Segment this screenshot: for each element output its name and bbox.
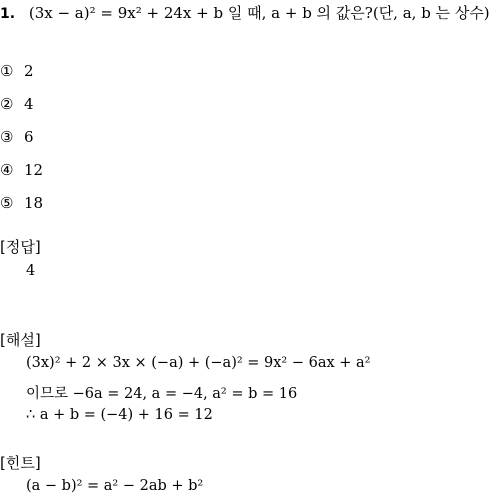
choice-1-mark: ① xyxy=(0,62,14,80)
choice-4-value: 12 xyxy=(24,161,44,179)
question-stem: (3x − a)² = 9x² + 24x + b 일 때, a + b 의 값은?(단, a, b 는 상수) xyxy=(28,4,490,22)
explanation-line-3: ∴ a + b = (−4) + 16 = 12 xyxy=(26,407,213,423)
choice-5-mark: ⑤ xyxy=(0,194,14,212)
explanation-line-2: 이므로 −6a = 24, a = −4, a² = b = 16 xyxy=(26,386,298,402)
hint-line-1: (a − b)² = a² − 2ab + b² xyxy=(26,478,204,494)
choice-1-value: 2 xyxy=(24,62,34,80)
choice-1[interactable] xyxy=(0,62,34,80)
hint-label: [힌트] xyxy=(0,454,41,472)
choice-2[interactable] xyxy=(0,95,34,113)
question-number: 1. xyxy=(0,6,16,22)
answer-label: [정답] xyxy=(0,238,41,256)
choice-3-mark: ③ xyxy=(0,128,14,146)
question-line xyxy=(0,2,490,23)
choice-4[interactable] xyxy=(0,161,43,179)
choice-2-value: 4 xyxy=(24,95,34,113)
choice-5[interactable] xyxy=(0,194,43,212)
choice-4-mark: ④ xyxy=(0,161,14,179)
choice-2-mark: ② xyxy=(0,95,14,113)
choice-3[interactable] xyxy=(0,128,34,146)
choice-3-value: 6 xyxy=(24,128,34,146)
choice-5-value: 18 xyxy=(24,194,44,212)
answer-value: 4 xyxy=(26,263,36,279)
explanation-line-1: (3x)² + 2 × 3x × (−a) + (−a)² = 9x² − 6ax + a² xyxy=(26,355,371,371)
explanation-label: [해설] xyxy=(0,331,41,349)
